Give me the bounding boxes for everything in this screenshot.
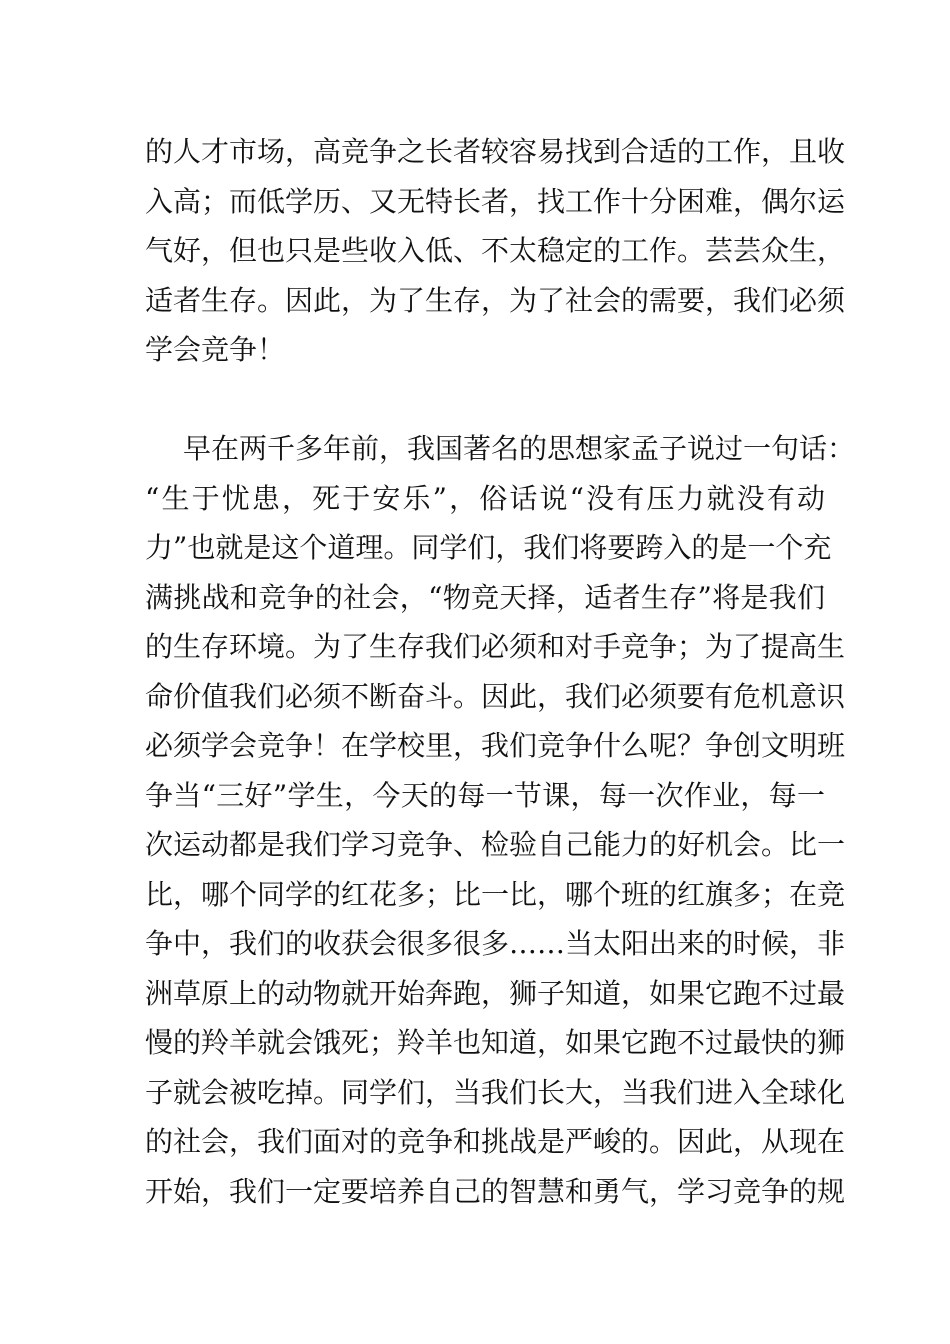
text-line: 比，哪个同学的红花多；比一比，哪个班的红旗多；在竞 [145,878,846,911]
text-line: 力”也就是这个道理。同学们，我们将要跨入的是一个充 [145,531,832,564]
text-line: 满挑战和竞争的社会，“物竞天择，适者生存”将是我们 [145,581,825,614]
text-line: 的社会，我们面对的竞争和挑战是严峻的。因此，从现在 [145,1125,846,1158]
text-line: “生于忧患，死于安乐”，俗话说“没有压力就没有动 [145,482,825,515]
text-line: 的生存环境。为了生存我们必须和对手竞争；为了提高生 [145,630,846,663]
text-line: 命价值我们必须不断奋斗。因此，我们必须要有危机意识 [145,680,846,713]
text-line: 子就会被吃掉。同学们，当我们长大，当我们进入全球化 [145,1076,846,1109]
text-line: 必须学会竞争！在学校里，我们竞争什么呢？争创文明班 [145,729,846,762]
text-line: 洲草原上的动物就开始奔跑，狮子知道，如果它跑不过最 [145,977,846,1010]
text-line: 早在两千多年前，我国著名的思想家孟子说过一句话： [183,432,856,465]
text-line: 慢的羚羊就会饿死；羚羊也知道，如果它跑不过最快的狮 [145,1026,846,1059]
text-line: 争中，我们的收获会很多很多……当太阳出来的时候，非 [145,927,846,960]
text-line: 气好，但也只是些收入低、不太稳定的工作。芸芸众生， [145,234,846,267]
text-line: 开始，我们一定要培养自己的智慧和勇气，学习竞争的规 [145,1175,846,1208]
text-line: 次运动都是我们学习竞争、检验自己能力的好机会。比一 [145,828,846,861]
text-line: 入高；而低学历、又无特长者，找工作十分困难，偶尔运 [145,185,846,218]
text-line: 的人才市场，高竞争之长者较容易找到合适的工作，且收 [145,135,846,168]
text-line: 争当“三好”学生，今天的每一节课，每一次作业，每一 [145,779,825,812]
text-line: 适者生存。因此，为了生存，为了社会的需要，我们必须 [145,284,846,317]
text-line: 学会竞争！ [145,333,286,366]
